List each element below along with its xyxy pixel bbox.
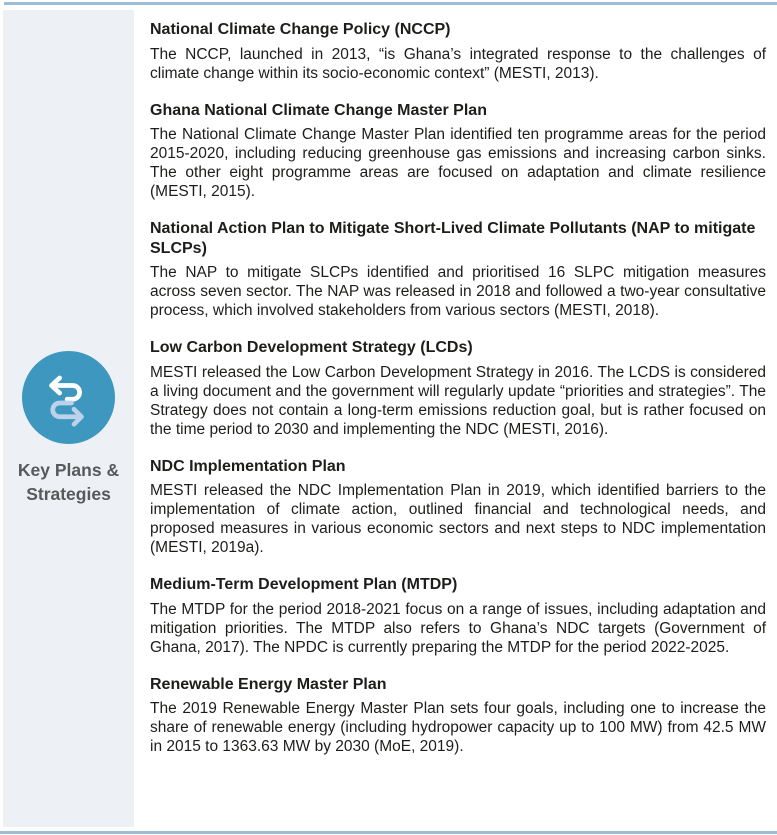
policy-section-lcds xyxy=(150,338,766,439)
top-rule xyxy=(4,2,777,5)
policy-heading: Ghana National Climate Change Master Plan xyxy=(150,101,487,119)
row-content xyxy=(150,20,766,774)
policy-section-ndc-implementation xyxy=(150,457,766,558)
policy-heading: Medium-Term Development Plan (MTDP) xyxy=(150,576,458,593)
policy-body: The MTDP for the period 2018-2021 focus on a range of issues, including adaptation and mitigation priorities. The MTDP also refers to Ghana’s NDC targets (Government of Ghana, 2017). The NPDC is currently preparing the MTDP for the period 2022-2025. xyxy=(150,600,766,656)
row-header-label-line2: Strategies xyxy=(26,484,111,504)
policy-section-nap-slcp xyxy=(150,219,766,320)
policy-body: The National Climate Change Master Plan identified ten programme areas for the period 2015-2020, including reducing greenhouse gas emissions and increasing carbon sinks. The other eight programme areas are focused on adaptation and climate resilience (MESTI, 2015). xyxy=(150,126,766,200)
swap-arrows-icon xyxy=(22,351,115,444)
policy-body: MESTI released the NDC Implementation Plan in 2019, which identified barriers to the implementation of climate action, outlined financial and technological needs, and proposed measures in various economic sectors and next steps to NDC implementation (MESTI, 2019a). xyxy=(150,482,766,556)
policy-heading: NDC Implementation Plan xyxy=(150,457,346,475)
policy-body: The NCCP, launched in 2013, “is Ghana’s integrated response to the challenges of climate change within its socio-economic context” (MESTI, 2013). xyxy=(150,45,766,82)
row-header-label-line1: Key Plans & xyxy=(17,460,120,480)
policy-heading: National Action Plan to Mitigate Short-Lived Climate Pollutants (NAP to mitigate SLCPs) xyxy=(150,220,756,257)
policy-body: MESTI released the Low Carbon Development Strategy in 2016. The LCDS is considered a living document and the government will regularly update “priorities and strategies”. The Strategy does not contain a long-term emissions reduction goal, but is rather focused on the time period to 2030 and implementing the NDC (MESTI, 2016). xyxy=(150,363,766,438)
row-header-column xyxy=(3,10,134,827)
policy-heading: National Climate Change Policy (NCCP) xyxy=(150,21,451,38)
policy-heading: Renewable Energy Master Plan xyxy=(150,675,387,693)
policy-section-nccp xyxy=(150,20,766,83)
bottom-rule xyxy=(0,831,777,834)
row-header-label xyxy=(3,458,134,506)
policy-section-remp xyxy=(150,675,766,757)
policy-section-master-plan xyxy=(150,101,766,202)
policy-section-mtdp xyxy=(150,575,766,657)
policy-heading: Low Carbon Development Strategy (LCDs) xyxy=(150,339,473,356)
policy-body: The NAP to mitigate SLCPs identified and prioritised 16 SLPC mitigation measures across seven sector. The NAP was released in 2018 and followed a two-year consultative process, which involved stakeholders from various sectors (MESTI, 2018). xyxy=(150,264,766,319)
policy-body: The 2019 Renewable Energy Master Plan sets four goals, including one to increase the share of renewable energy (including hydropower capacity up to 100 MW) from 42.5 MW in 2015 to 1363.63 MW by 2030 (MoE, 2019). xyxy=(150,700,766,755)
